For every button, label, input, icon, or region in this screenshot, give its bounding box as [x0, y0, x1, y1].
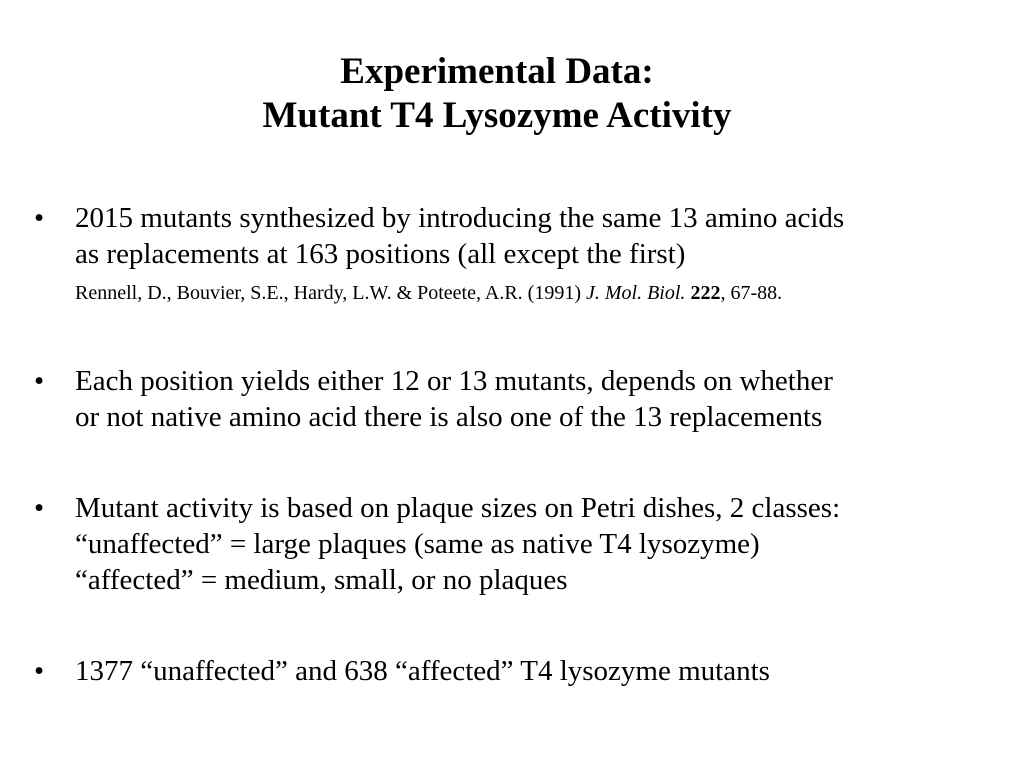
citation-authors: Rennell, D., Bouvier, S.E., Hardy, L.W. & Poteete, A.R. (1991) — [75, 282, 581, 304]
bullet-dot: • — [34, 492, 45, 524]
citation-volume: 222 — [690, 282, 721, 304]
citation-pages: , 67-88. — [720, 282, 783, 304]
bullet-line: 1377 “unaffected” and 638 “affected” T4 lysozyme mutants — [75, 655, 770, 687]
bullet-text — [75, 200, 1004, 306]
title-line-1: Experimental Data: — [340, 51, 654, 92]
bullet-dot: • — [34, 365, 45, 397]
bullet-item-2 — [34, 363, 1004, 435]
bullet-line: Each position yields either 12 or 13 mutants, depends on whether — [75, 365, 833, 397]
bullet-text — [75, 363, 1004, 435]
bullet-line: or not native amino acid there is also one of the 13 replacements — [75, 401, 823, 433]
bullet-line: “affected” = medium, small, or no plaques — [75, 564, 568, 596]
bullet-text — [75, 653, 1004, 689]
bullet-dot: • — [34, 202, 45, 234]
slide-title — [0, 50, 1024, 138]
bullet-line: 2015 mutants synthesized by introducing the same 13 amino acids — [75, 202, 845, 234]
bullet-line: as replacements at 163 positions (all except the first) — [75, 238, 686, 270]
bullet-item-1 — [34, 200, 1004, 306]
citation — [75, 280, 1004, 306]
bullet-line: “unaffected” = large plaques (same as native T4 lysozyme) — [75, 528, 760, 560]
bullet-dot: • — [34, 655, 45, 687]
citation-journal: J. Mol. Biol. — [586, 282, 686, 304]
bullet-line: Mutant activity is based on plaque sizes on Petri dishes, 2 classes: — [75, 492, 841, 524]
bullet-item-3 — [34, 490, 1004, 598]
bullet-item-4 — [34, 653, 1004, 689]
title-line-2: Mutant T4 Lysozyme Activity — [262, 95, 732, 136]
bullet-text — [75, 490, 1004, 598]
